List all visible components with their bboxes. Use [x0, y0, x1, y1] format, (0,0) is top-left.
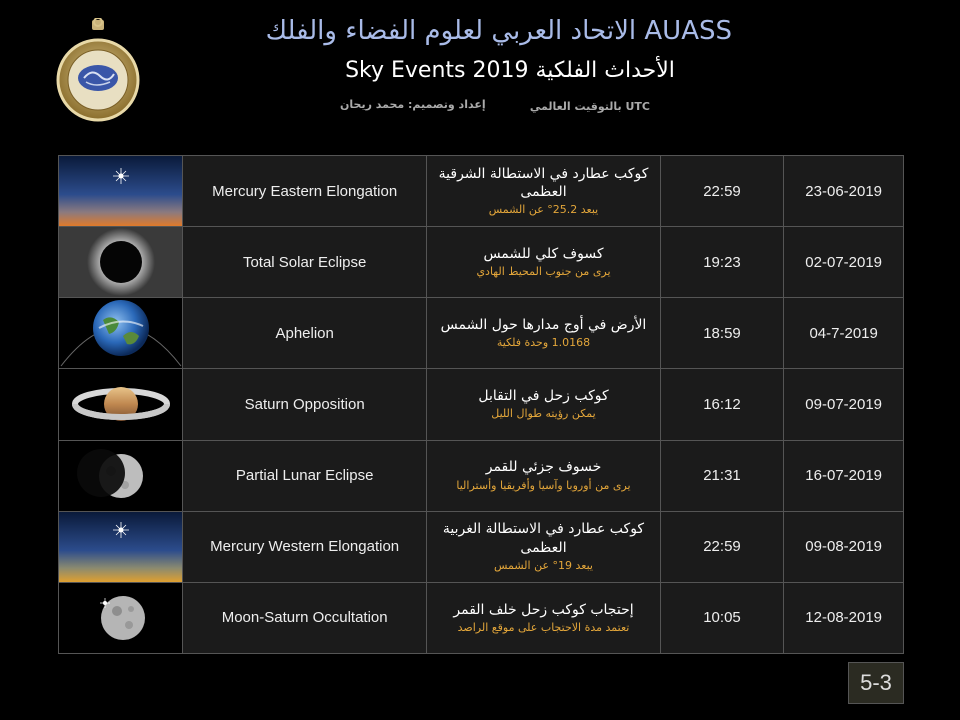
event-row [59, 511, 904, 582]
event-name-ar: كوكب عطارد في الاستطالة الشرقية العظمى [438, 165, 649, 200]
event-time: 18:59 [660, 298, 784, 369]
event-name-ar: كوكب عطارد في الاستطالة الغربية العظمى [442, 521, 645, 556]
event-row [59, 227, 904, 298]
event-note-ar: يرى من جنوب المحيط الهادي [476, 265, 611, 279]
event-date: 02-07-2019 [784, 227, 904, 298]
event-date: 09-07-2019 [784, 369, 904, 440]
event-row [59, 369, 904, 440]
event-name-ar-cell [427, 227, 660, 298]
moon-saturn-icon [59, 583, 182, 653]
event-name-ar-cell [427, 582, 660, 653]
event-row [59, 440, 904, 511]
event-image-cell [59, 582, 183, 653]
event-image-cell [59, 298, 183, 369]
event-image-cell [59, 440, 183, 511]
event-date: 16-07-2019 [784, 440, 904, 511]
event-image-cell [59, 511, 183, 582]
event-image-cell [59, 369, 183, 440]
event-name-ar-cell [427, 298, 660, 369]
event-name-en: Mercury Eastern Elongation [183, 156, 427, 227]
event-name-ar-cell [427, 369, 660, 440]
event-note-ar: تعتمد مدة الاحتجاب على موقع الراصد [457, 620, 630, 634]
event-note-ar: يرى من أوروبا وآسيا وأفريقيا وأستراليا [456, 478, 631, 492]
event-name-ar-cell [427, 440, 660, 511]
event-note-ar: 1.0168 وحدة فلكية [496, 336, 591, 350]
event-time: 19:23 [660, 227, 784, 298]
author-credit: إعداد وتصميم: محمد ريحان [340, 98, 486, 111]
event-name-ar-cell [427, 156, 660, 227]
event-row [59, 582, 904, 653]
earth-orbit-icon [59, 298, 182, 368]
event-note-ar: يمكن رؤيته طوال الليل [491, 407, 596, 421]
event-name-en: Total Solar Eclipse [183, 227, 427, 298]
event-name-ar: الأرض في أوج مدارها حول الشمس [440, 317, 647, 334]
event-name-en: Partial Lunar Eclipse [183, 440, 427, 511]
organization-title: الاتحاد العربي لعلوم الفضاء والفلك AUASS [265, 16, 732, 46]
twilight-star-icon [59, 156, 182, 226]
event-name-en: Saturn Opposition [183, 369, 427, 440]
event-time: 22:59 [660, 156, 784, 227]
event-date: 04-7-2019 [784, 298, 904, 369]
event-note-ar: يبعد 19° عن الشمس [493, 558, 593, 572]
event-name-en: Mercury Western Elongation [183, 511, 427, 582]
event-name-ar: خسوف جزئي للقمر [485, 459, 602, 476]
event-image-cell [59, 156, 183, 227]
solar-eclipse-icon [59, 227, 182, 297]
credit-row [330, 98, 660, 118]
event-note-ar: يبعد 25.2° عن الشمس [488, 203, 599, 217]
saturn-icon [59, 369, 182, 439]
event-time: 16:12 [660, 369, 784, 440]
event-date: 09-08-2019 [784, 511, 904, 582]
event-time: 10:05 [660, 582, 784, 653]
event-name-en: Aphelion [183, 298, 427, 369]
event-time: 22:59 [660, 511, 784, 582]
event-name-ar-cell [427, 511, 660, 582]
event-name-ar: كسوف كلي للشمس [483, 245, 604, 262]
page-number: 5-3 [848, 662, 904, 704]
event-row [59, 298, 904, 369]
event-name-en: Moon-Saturn Occultation [183, 582, 427, 653]
partial-lunar-eclipse-icon [59, 441, 182, 511]
event-name-ar: إحتجاب كوكب زحل خلف القمر [453, 601, 634, 618]
utc-note: بالتوقيت العالمي UTC [529, 100, 650, 113]
event-date: 12-08-2019 [784, 582, 904, 653]
events-table [58, 155, 904, 654]
auass-logo [56, 18, 140, 128]
twilight-star-icon [59, 512, 182, 582]
event-name-ar: كوكب زحل في التقابل [478, 388, 609, 405]
page-subtitle: Sky Events 2019 الأحداث الفلكية [345, 58, 675, 83]
event-time: 21:31 [660, 440, 784, 511]
event-date: 23-06-2019 [784, 156, 904, 227]
event-row [59, 156, 904, 227]
event-image-cell [59, 227, 183, 298]
